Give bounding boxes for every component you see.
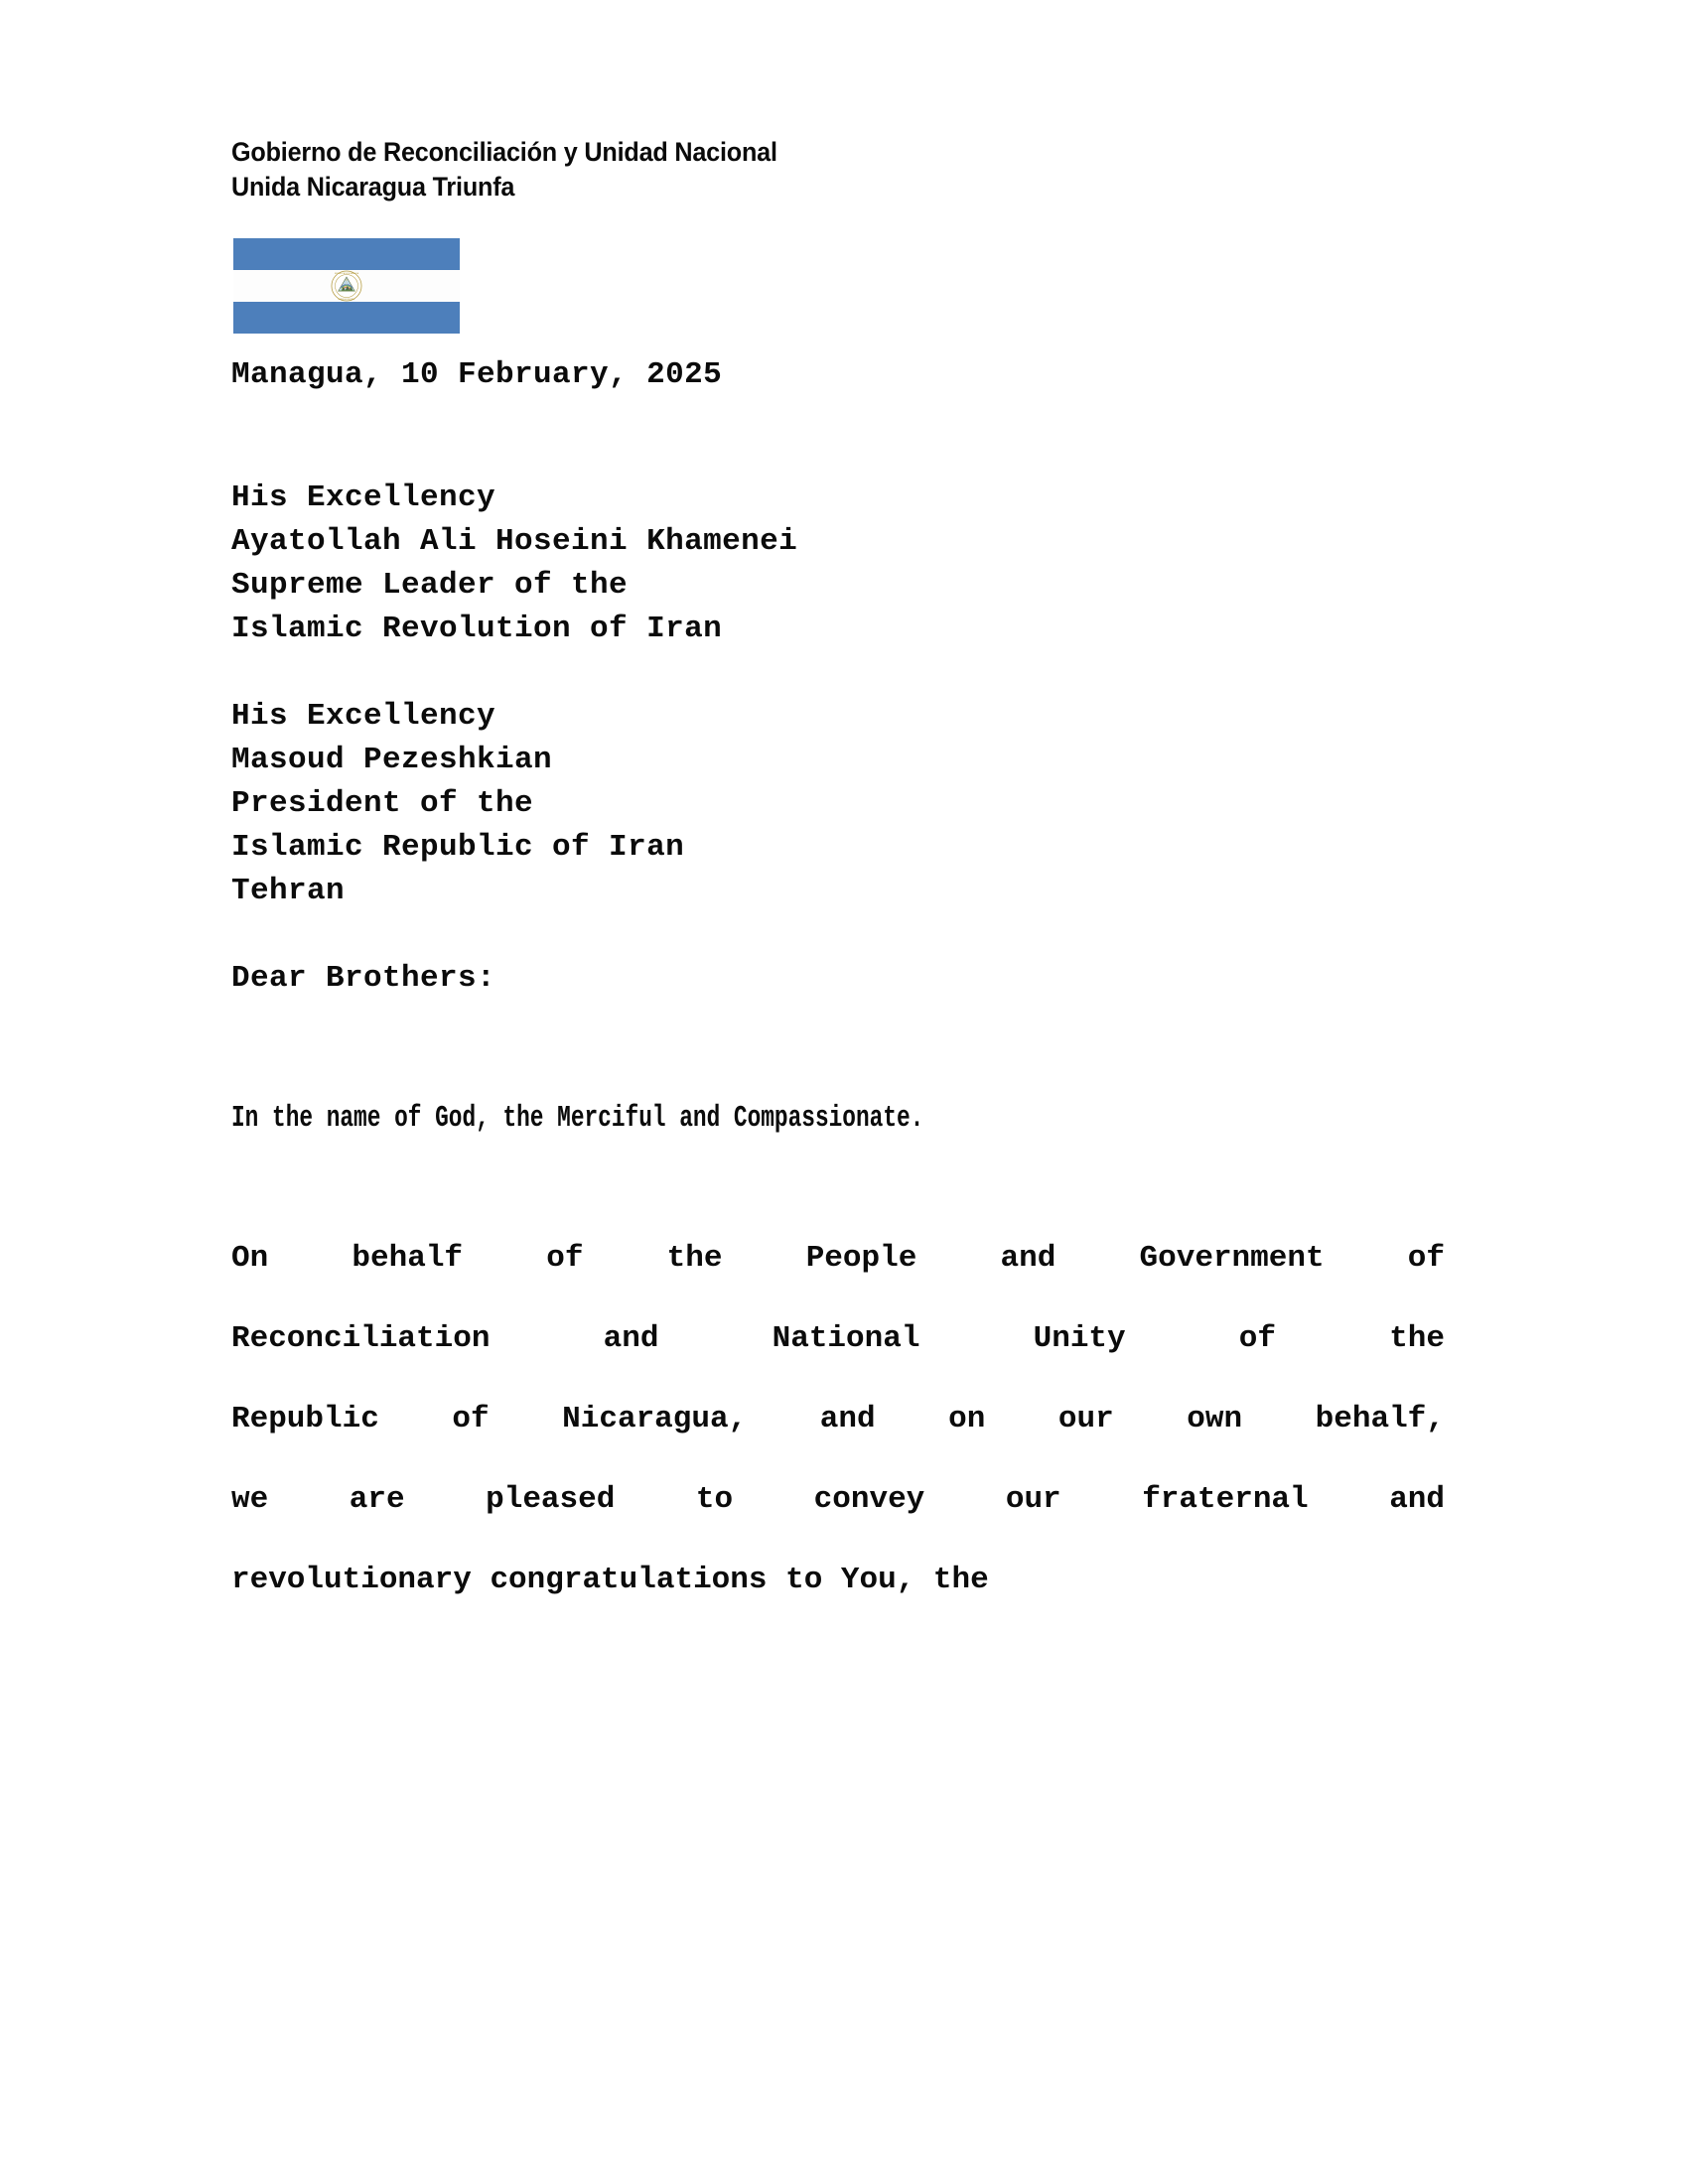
coat-of-arms-icon: [331, 270, 362, 302]
body-word: People: [805, 1241, 917, 1276]
addressee-primary-line-1: His Excellency: [231, 480, 496, 515]
body-word: convey: [813, 1482, 925, 1517]
body-word: fraternal: [1142, 1482, 1309, 1517]
addressee-primary-line-4: Islamic Revolution of Iran: [231, 612, 723, 646]
body-line: [231, 1459, 1445, 1540]
body-word: behalf,: [1315, 1402, 1445, 1436]
body-word: to: [695, 1482, 734, 1517]
invocation-line: In the name of God, the Merciful and Compassionate.: [231, 1101, 924, 1136]
body-word: and: [1389, 1482, 1445, 1517]
addressee-primary-line-2: Ayatollah Ali Hoseini Khamenei: [231, 524, 798, 559]
body-word: of: [452, 1402, 490, 1436]
addressee-secondary-line-4: Islamic Republic of Iran: [231, 830, 685, 865]
body-word: On: [231, 1241, 269, 1276]
spacer: [231, 397, 1445, 477]
addressee-secondary-line-3: President of the: [231, 786, 534, 821]
spacer: [231, 1141, 1445, 1218]
addressee-secondary-line-1: His Excellency: [231, 699, 496, 734]
body-word: Unity: [1033, 1321, 1126, 1356]
body-word: our: [1005, 1482, 1061, 1517]
body-line: [231, 1218, 1445, 1298]
body-line: [231, 1540, 1445, 1620]
body-word: Government: [1139, 1241, 1325, 1276]
letter-body: [231, 353, 1445, 1620]
flag-graphic: [233, 238, 460, 334]
body-word: Reconciliation: [231, 1321, 491, 1356]
body-line: [231, 1379, 1445, 1459]
body-word: we: [231, 1482, 269, 1517]
nicaragua-flag: [233, 238, 460, 334]
letterhead: [231, 135, 1324, 205]
body-paragraph: [231, 1218, 1445, 1620]
body-word: and: [819, 1402, 876, 1436]
letterhead-line-1: Gobierno de Reconciliación y Unidad Nacional: [231, 137, 777, 167]
salutation: Dear Brothers:: [231, 961, 496, 996]
addressee-secondary-line-5: Tehran: [231, 874, 346, 908]
flag-stripe-bottom-blue: [233, 302, 460, 334]
body-word: the: [1389, 1321, 1445, 1356]
body-word: pleased: [486, 1482, 616, 1517]
addressee-primary-line-3: Supreme Leader of the: [231, 568, 629, 603]
body-word: own: [1187, 1402, 1243, 1436]
addressee-primary: [231, 477, 1445, 651]
body-word: National: [772, 1321, 920, 1356]
flag-stripe-top-blue: [233, 238, 460, 270]
body-word: are: [349, 1482, 405, 1517]
body-word: on: [948, 1402, 986, 1436]
body-word: Republic: [231, 1402, 379, 1436]
body-word: the: [666, 1241, 723, 1276]
spacer: [231, 651, 1445, 695]
body-line: [231, 1298, 1445, 1379]
svg-text:AMERICA CENTRAL: AMERICA CENTRAL: [338, 299, 355, 302]
spacer: [231, 1001, 1445, 1097]
body-word: behalf: [352, 1241, 464, 1276]
addressee-secondary: [231, 695, 1445, 913]
date-line: Managua, 10 February, 2025: [231, 357, 723, 392]
svg-text:REPUBLICA DE NICARAGUA: REPUBLICA DE NICARAGUA: [334, 272, 359, 275]
letterhead-line-2: Unida Nicaragua Triunfa: [231, 172, 515, 202]
body-word: of: [1238, 1321, 1277, 1356]
body-word: our: [1057, 1402, 1114, 1436]
body-word: of: [1407, 1241, 1445, 1276]
body-word: and: [1000, 1241, 1056, 1276]
spacer: [231, 913, 1445, 957]
addressee-secondary-line-2: Masoud Pezeshkian: [231, 743, 553, 777]
body-word: and: [603, 1321, 659, 1356]
body-word: Nicaragua,: [562, 1402, 748, 1436]
body-word: of: [546, 1241, 584, 1276]
body-word: revolutionary congratulations to You, the: [231, 1563, 989, 1597]
